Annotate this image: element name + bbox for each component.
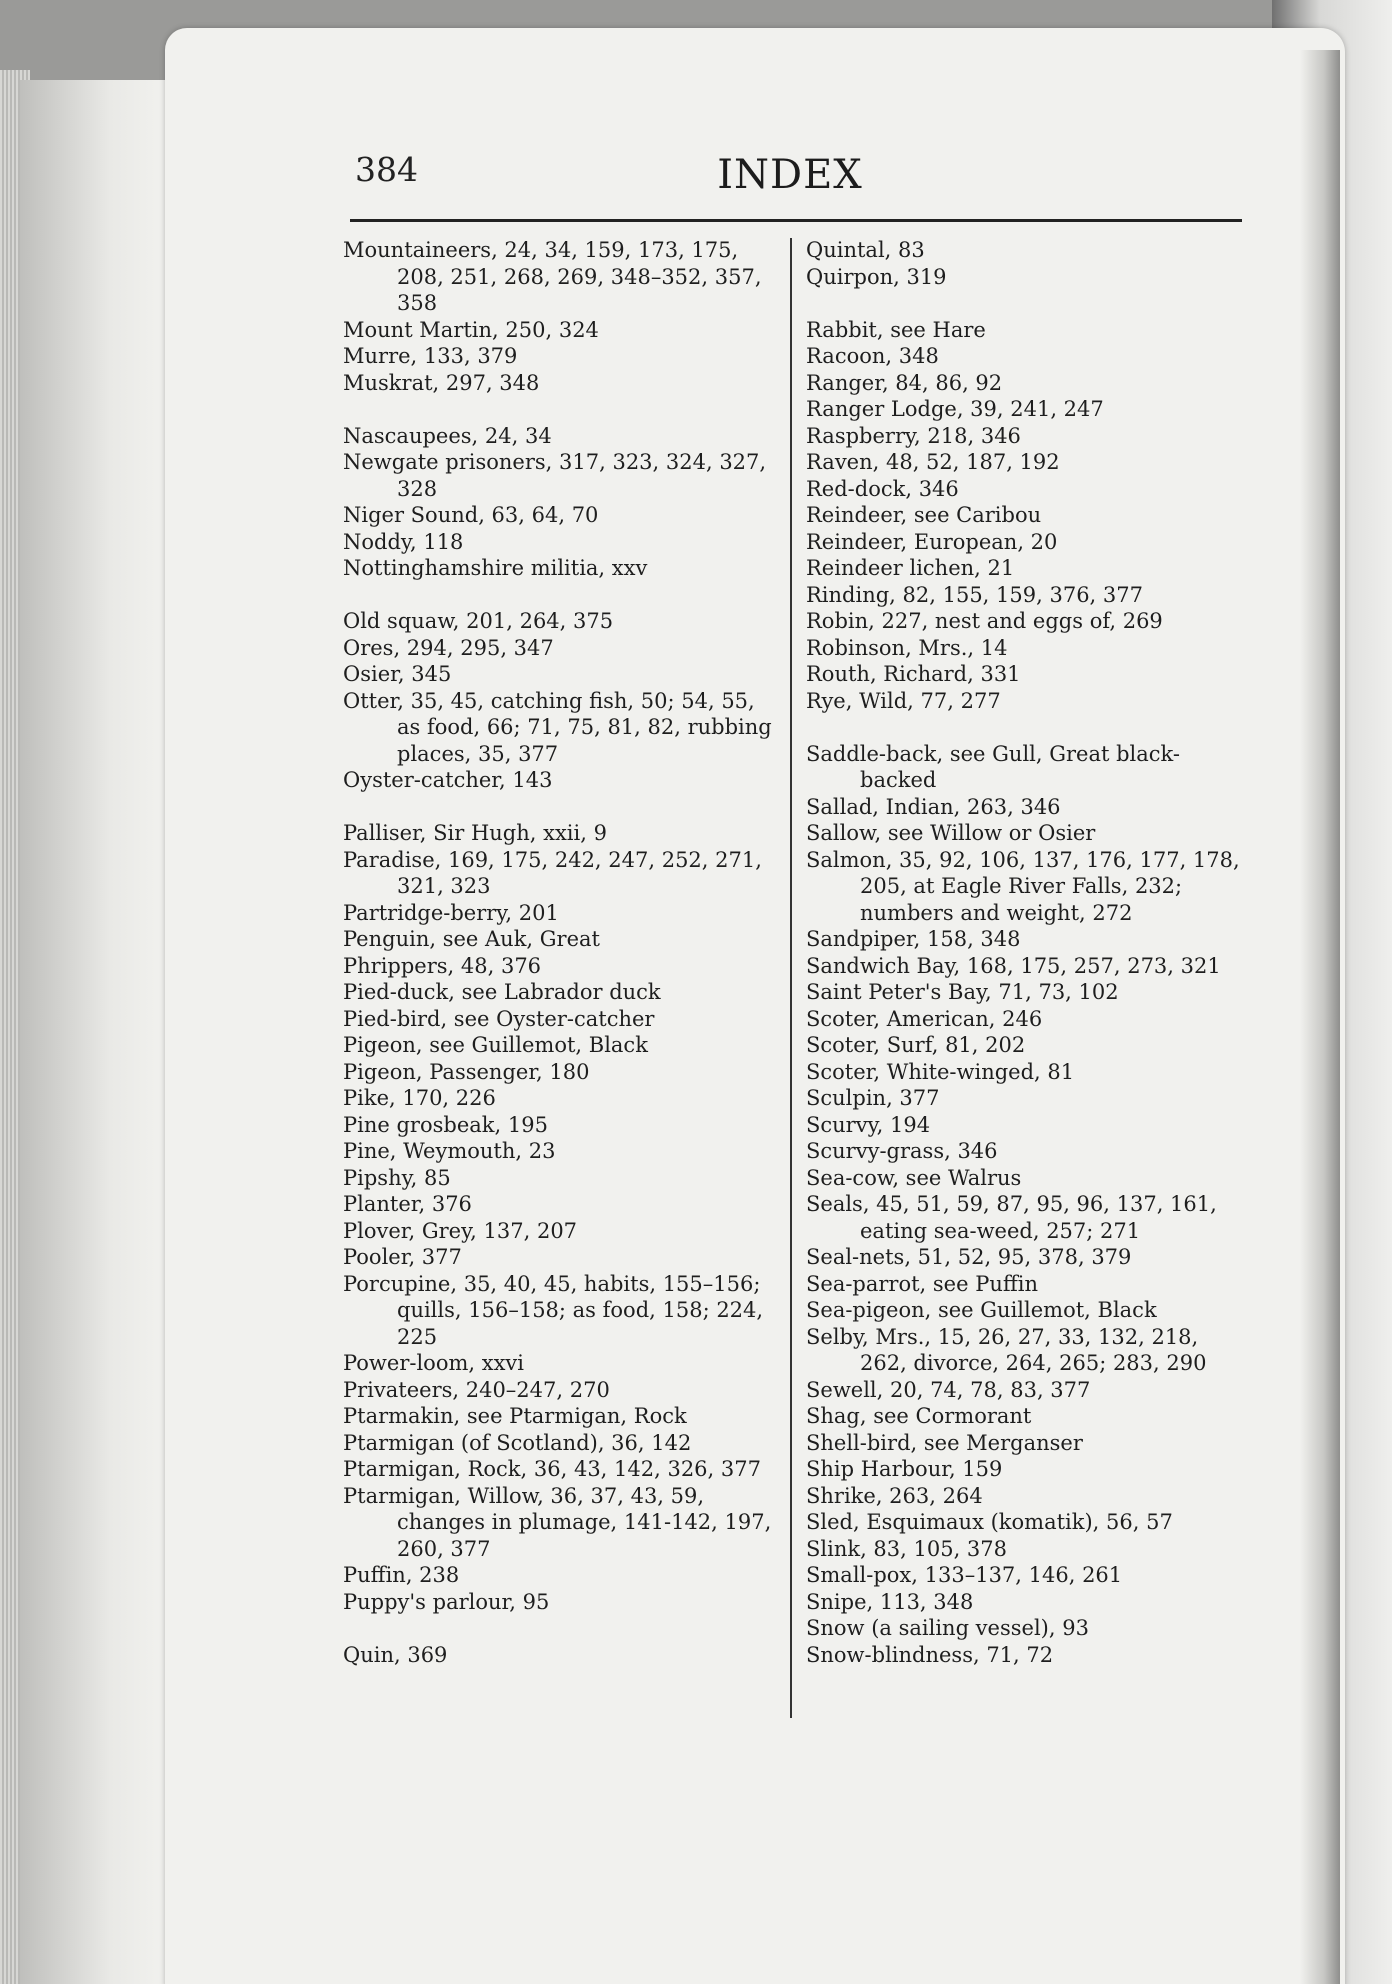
- index-entry: Scurvy, 194: [806, 1112, 931, 1137]
- index-entry: Nottinghamshire militia, xxv: [343, 556, 648, 580]
- index-entry: Sea-cow, see Walrus: [806, 1165, 1022, 1190]
- index-entry: Ptarmakin, see Ptarmigan, Rock: [343, 1404, 687, 1428]
- index-entry: Reindeer, see Caribou: [806, 503, 1042, 527]
- index-entry: Scurvy-grass, 346: [806, 1139, 998, 1163]
- index-entry: Snow (a sailing vessel), 93: [806, 1616, 1089, 1640]
- index-entry: Otter, 35, 45, catching fish, 50; 54, 55, as food, 66; 71, 75, 81, 82, rubbing places, 35, 377: [343, 688, 772, 766]
- index-entry: Ptarmigan (of Scotland), 36, 142: [343, 1430, 692, 1455]
- index-entry: Quirpon, 319: [806, 264, 947, 289]
- index-entry: Small-pox, 133–137, 146, 261: [806, 1563, 1123, 1587]
- index-entry: Raven, 48, 52, 187, 192: [806, 450, 1060, 474]
- index-entry: Robinson, Mrs., 14: [806, 635, 1008, 660]
- book-pages-stack: [20, 80, 170, 1984]
- index-entry: Phrippers, 48, 376: [343, 953, 542, 978]
- index-entry: Ptarmigan, Willow, 36, 37, 43, 59, changes in plumage, 141-142, 197, 260, 377: [343, 1483, 772, 1561]
- index-entry: Snipe, 113, 348: [806, 1589, 974, 1614]
- index-entry: Paradise, 169, 175, 242, 247, 252, 271, 321, 323: [343, 847, 762, 898]
- index-entry: Slink, 83, 105, 378: [806, 1536, 1008, 1561]
- header-rule: [350, 219, 1242, 222]
- index-group-gap: [343, 794, 783, 821]
- index-entry: Ores, 294, 295, 347: [343, 635, 554, 660]
- index-entry: Raspberry, 218, 346: [806, 423, 1021, 448]
- index-entry: Sled, Esquimaux (komatik), 56, 57: [806, 1510, 1173, 1534]
- index-entry: Pigeon, Passenger, 180: [343, 1059, 590, 1084]
- index-entry: Scoter, American, 246: [806, 1006, 1043, 1031]
- index-entry: Newgate prisoners, 317, 323, 324, 327, 328: [343, 450, 767, 501]
- index-entry: Pooler, 377: [343, 1245, 462, 1269]
- index-entry: Puffin, 238: [343, 1563, 460, 1587]
- index-entry: Shag, see Cormorant: [806, 1404, 1032, 1428]
- index-entry: Old squaw, 201, 264, 375: [343, 609, 614, 633]
- column-divider: [790, 238, 792, 1718]
- page-number: 384: [355, 150, 418, 189]
- index-entry: Robin, 227, nest and eggs of, 269: [806, 609, 1163, 633]
- index-entry: Rinding, 82, 155, 159, 376, 377: [806, 582, 1143, 607]
- index-entry: Mount Martin, 250, 324: [343, 317, 599, 342]
- index-entry: Planter, 376: [343, 1192, 472, 1216]
- index-entry: Privateers, 240–247, 270: [343, 1377, 610, 1402]
- index-entry: Ranger, 84, 86, 92: [806, 370, 1003, 395]
- index-entry: Ranger Lodge, 39, 241, 247: [806, 397, 1104, 421]
- index-entry: Pine grosbeak, 195: [343, 1112, 548, 1137]
- index-entry: Porcupine, 35, 40, 45, habits, 155–156; quills, 156–158; as food, 158; 224, 225: [343, 1271, 764, 1349]
- index-entry: Seals, 45, 51, 59, 87, 95, 96, 137, 161, eating sea-weed, 257; 271: [806, 1192, 1217, 1243]
- index-entry: Penguin, see Auk, Great: [343, 927, 600, 951]
- index-column-right: [806, 237, 1246, 1668]
- index-entry: Partridge-berry, 201: [343, 900, 559, 925]
- index-group-gap: [343, 396, 783, 423]
- index-entry: Oyster-catcher, 143: [343, 768, 553, 792]
- index-entry: Saint Peter's Bay, 71, 73, 102: [806, 980, 1119, 1004]
- index-entry: Quintal, 83: [806, 238, 925, 262]
- index-entry: Salmon, 35, 92, 106, 137, 176, 177, 178, 205, at Eagle River Falls, 232; numbers and weight, 272: [806, 847, 1240, 925]
- running-head: INDEX: [717, 152, 863, 198]
- index-entry: Muskrat, 297, 348: [343, 370, 540, 395]
- index-group-gap: [343, 582, 783, 609]
- index-entry: Scoter, Surf, 81, 202: [806, 1033, 1026, 1057]
- index-entry: Reindeer lichen, 21: [806, 556, 1015, 580]
- index-entry: Niger Sound, 63, 64, 70: [343, 503, 599, 527]
- index-entry: Rabbit, see Hare: [806, 317, 986, 342]
- index-entry: Sea-parrot, see Puffin: [806, 1271, 1039, 1296]
- index-entry: Palliser, Sir Hugh, xxii, 9: [343, 821, 607, 845]
- index-entry: Selby, Mrs., 15, 26, 27, 33, 132, 218, 262, divorce, 264, 265; 283, 290: [806, 1324, 1207, 1375]
- index-entry: Pine, Weymouth, 23: [343, 1139, 556, 1163]
- index-group-gap: [343, 1615, 783, 1642]
- index-entry: Routh, Richard, 331: [806, 662, 1021, 686]
- index-entry: Racoon, 348: [806, 344, 939, 368]
- page-curl-shadow: [1300, 50, 1340, 1984]
- index-entry: Reindeer, European, 20: [806, 529, 1058, 554]
- index-entry: Mountaineers, 24, 34, 159, 173, 175, 208, 251, 268, 269, 348–352, 357, 358: [343, 238, 762, 315]
- index-group-gap: [806, 714, 1246, 741]
- index-entry: Shell-bird, see Merganser: [806, 1430, 1083, 1455]
- index-entry: Plover, Grey, 137, 207: [343, 1218, 578, 1243]
- index-entry: Pied-bird, see Oyster-catcher: [343, 1006, 655, 1031]
- index-entry: Quin, 369: [343, 1642, 448, 1667]
- index-entry: Ptarmigan, Rock, 36, 43, 142, 326, 377: [343, 1457, 761, 1481]
- index-entry: Osier, 345: [343, 662, 452, 686]
- index-entry: Shrike, 263, 264: [806, 1483, 983, 1508]
- index-entry: Sculpin, 377: [806, 1086, 940, 1110]
- index-entry: Puppy's parlour, 95: [343, 1589, 550, 1614]
- index-entry: Murre, 133, 379: [343, 344, 518, 368]
- index-entry: Noddy, 118: [343, 529, 464, 554]
- index-entry: Rye, Wild, 77, 277: [806, 688, 1001, 713]
- index-group-gap: [806, 290, 1246, 317]
- index-entry: Sea-pigeon, see Guillemot, Black: [806, 1298, 1157, 1322]
- index-entry: Sallad, Indian, 263, 346: [806, 794, 1061, 819]
- index-entry: Ship Harbour, 159: [806, 1457, 1003, 1481]
- index-entry: Power-loom, xxvi: [343, 1351, 524, 1375]
- index-entry: Seal-nets, 51, 52, 95, 378, 379: [806, 1245, 1132, 1269]
- index-entry: Sewell, 20, 74, 78, 83, 377: [806, 1377, 1091, 1402]
- index-entry: Pigeon, see Guillemot, Black: [343, 1033, 648, 1057]
- index-entry: Scoter, White-winged, 81: [806, 1059, 1075, 1084]
- index-entry: Pied-duck, see Labrador duck: [343, 980, 661, 1004]
- index-entry: Sandwich Bay, 168, 175, 257, 273, 321: [806, 953, 1221, 978]
- index-entry: Saddle-back, see Gull, Great black-backed: [806, 741, 1180, 792]
- index-entry: Sallow, see Willow or Osier: [806, 821, 1096, 845]
- index-column-left: [343, 237, 783, 1668]
- index-entry: Snow-blindness, 71, 72: [806, 1642, 1054, 1667]
- index-entry: Pike, 170, 226: [343, 1086, 496, 1110]
- index-entry: Sandpiper, 158, 348: [806, 927, 1021, 951]
- index-entry: Nascaupees, 24, 34: [343, 423, 552, 448]
- index-entry: Pipshy, 85: [343, 1165, 451, 1190]
- index-entry: Red-dock, 346: [806, 476, 959, 501]
